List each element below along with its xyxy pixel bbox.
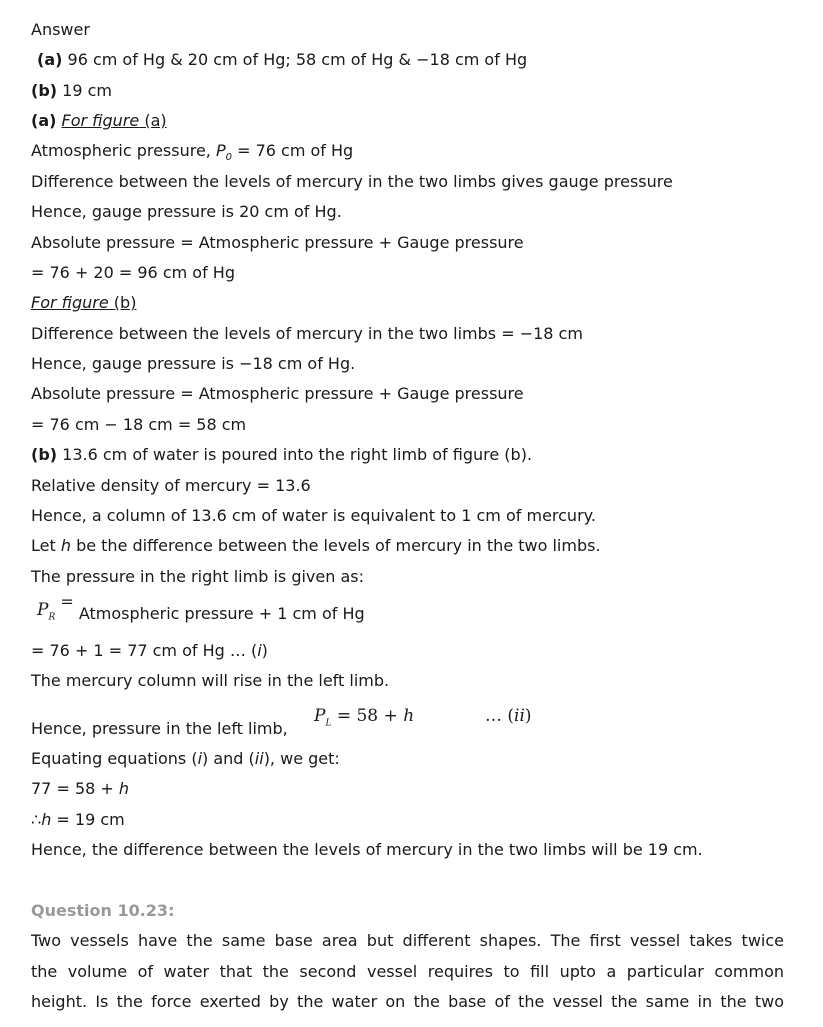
text-line: Hence, a column of 13.6 cm of water is equivalent to 1 cm of mercury. bbox=[31, 506, 596, 525]
text-line: Absolute pressure = Atmospheric pressure + Gauge pressure bbox=[31, 384, 524, 403]
question-title: Question 10.23: bbox=[31, 901, 175, 920]
text-line: Hence, gauge pressure is 20 cm of Hg. bbox=[31, 202, 342, 221]
text-line: Relative density of mercury = 13.6 bbox=[31, 476, 311, 495]
answer-a-text: 96 cm of Hg & 20 cm of Hg; 58 cm of Hg & −18 cm of Hg bbox=[62, 50, 528, 69]
conclusion-line: Hence, the difference between the levels of mercury in the two limbs will be 19 cm. bbox=[31, 840, 703, 859]
question-line: height. Is the force exerted by the water on the base of the vessel the same in the two bbox=[31, 992, 784, 1011]
let-h-line: Let h be the difference between the levels of mercury in the two limbs. bbox=[31, 536, 601, 555]
text-line: Absolute pressure = Atmospheric pressure + Gauge pressure bbox=[31, 233, 524, 252]
therefore-line: ∴h = 19 cm bbox=[31, 810, 125, 829]
atmospheric-pressure-line: Atmospheric pressure, $P_0 = 76$ cm of Hg bbox=[31, 141, 354, 164]
question-line: Two vessels have the same base area but different shapes. The first vessel takes twice bbox=[31, 931, 784, 950]
question-line: the volume of water that the second vessel requires to fill upto a particular common bbox=[31, 962, 784, 981]
text-line: Difference between the levels of mercury in the two limbs = −18 cm bbox=[31, 324, 583, 343]
text-line: Hence, gauge pressure is −18 cm of Hg. bbox=[31, 354, 356, 373]
figure-b-heading: For figure (b) bbox=[31, 293, 137, 312]
left-limb-line: Hence, pressure in the left limb, bbox=[31, 719, 288, 738]
text-line: The pressure in the right limb is given as: bbox=[31, 567, 364, 586]
text-line: Difference between the levels of mercury in the two limbs gives gauge pressure bbox=[31, 172, 673, 191]
label-b: (b) bbox=[31, 81, 58, 100]
for-figure-a: For figure (a) bbox=[61, 111, 167, 130]
answer-label: Answer bbox=[31, 20, 90, 39]
answer-b-summary bbox=[31, 81, 112, 101]
eq-i-line: = 76 + 1 = 77 cm of Hg … (i) bbox=[31, 641, 268, 660]
answer-b-text: 19 cm bbox=[57, 81, 112, 100]
eq77-line: 77 = 58 + h bbox=[31, 779, 130, 798]
figure-a-heading bbox=[31, 111, 167, 131]
text-line: = 76 cm − 18 cm = 58 cm bbox=[31, 415, 247, 434]
equating-line: Equating equations (i) and (ii), we get: bbox=[31, 749, 340, 768]
label-a: (a) bbox=[37, 50, 63, 69]
pr-equation: $P_R$ = Atmospheric pressure + 1 cm of Hg bbox=[37, 592, 365, 623]
pl-equation: $P_L = 58 + h$ bbox=[314, 706, 415, 729]
text-line: = 76 + 20 = 96 cm of Hg bbox=[31, 263, 235, 282]
label-a2: (a) bbox=[31, 111, 57, 130]
answer-a-summary bbox=[37, 50, 527, 70]
text-line: The mercury column will rise in the left limb. bbox=[31, 671, 390, 690]
eq-ii-ref: … (ii) bbox=[485, 706, 532, 726]
part-b-line: (b) 13.6 cm of water is poured into the right limb of figure (b). bbox=[31, 445, 533, 464]
